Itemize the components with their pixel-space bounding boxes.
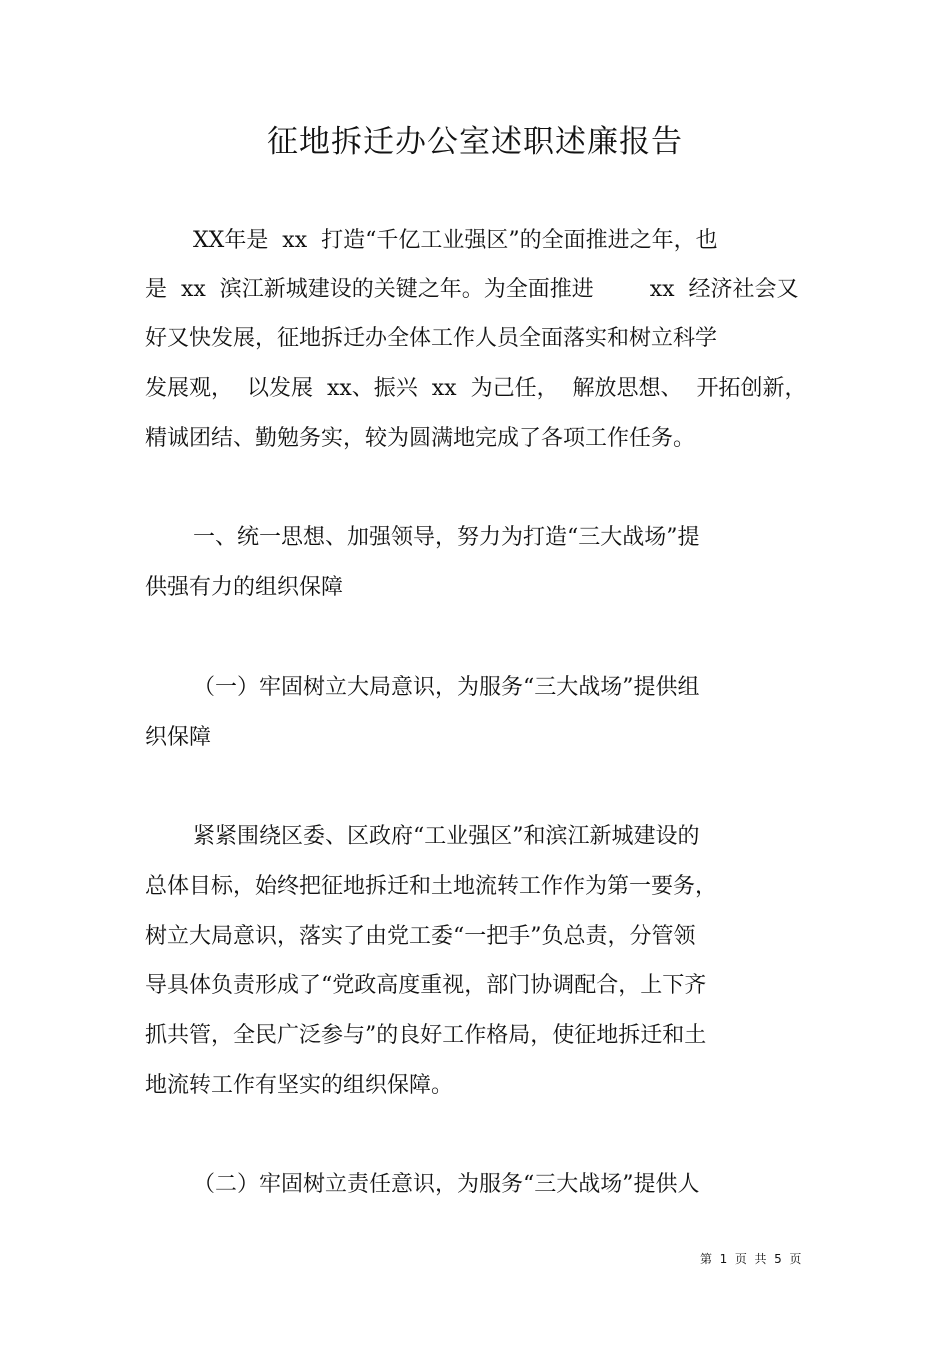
paragraph-1-line-3: 好又快发展，征地拆迁办全体工作人员全面落实和树立科学 [145, 326, 718, 351]
paragraph-4-line-1: 紧紧围绕区委、区政府“工业强区”和滨江新城建设的 [193, 824, 700, 849]
paragraph-4-line-5: 抓共管，全民广泛参与”的良好工作格局，使征地拆迁和土 [145, 1023, 707, 1048]
subsection-heading-1-line-2: 织保障 [145, 725, 212, 750]
paragraph-4-line-6: 地流转工作有坚实的组织保障。 [145, 1073, 454, 1098]
subsection-heading-2-line-1: （二）牢固树立责任意识，为服务“三大战场”提供人 [193, 1172, 700, 1197]
paragraph-4-line-3: 树立大局意识，落实了由党工委“一把手”负总责，分管领 [145, 924, 696, 949]
page-number-footer: 第 1 页 共 5 页 [700, 1252, 802, 1266]
subsection-heading-1-line-1: （一）牢固树立大局意识，为服务“三大战场”提供组 [193, 675, 700, 700]
section-heading-1-line-2: 供强有力的组织保障 [145, 575, 344, 600]
paragraph-4-line-4: 导具体负责形成了“党政高度重视，部门协调配合，上下齐 [145, 973, 707, 998]
paragraph-1-line-1: XX年是 xx 打造“千亿工业强区”的全面推进之年，也 [193, 228, 718, 253]
paragraph-1-line-5: 精诚团结、勤勉务实，较为圆满地完成了各项工作任务。 [145, 426, 696, 451]
document-title: 征地拆迁办公室述职述廉报告 [267, 124, 683, 160]
section-heading-1-line-1: 一、统一思想、加强领导，努力为打造“三大战场”提 [193, 525, 700, 550]
paragraph-4-line-2: 总体目标，始终把征地拆迁和土地流转工作作为第一要务， [145, 874, 718, 899]
paragraph-1-line-4: 发展观， 以发展 xx、振兴 xx 为己任， 解放思想、 开拓创新， [145, 376, 807, 401]
paragraph-1-line-2: 是 xx 滨江新城建设的关键之年。为全面推进 xx 经济社会又 [145, 277, 799, 302]
